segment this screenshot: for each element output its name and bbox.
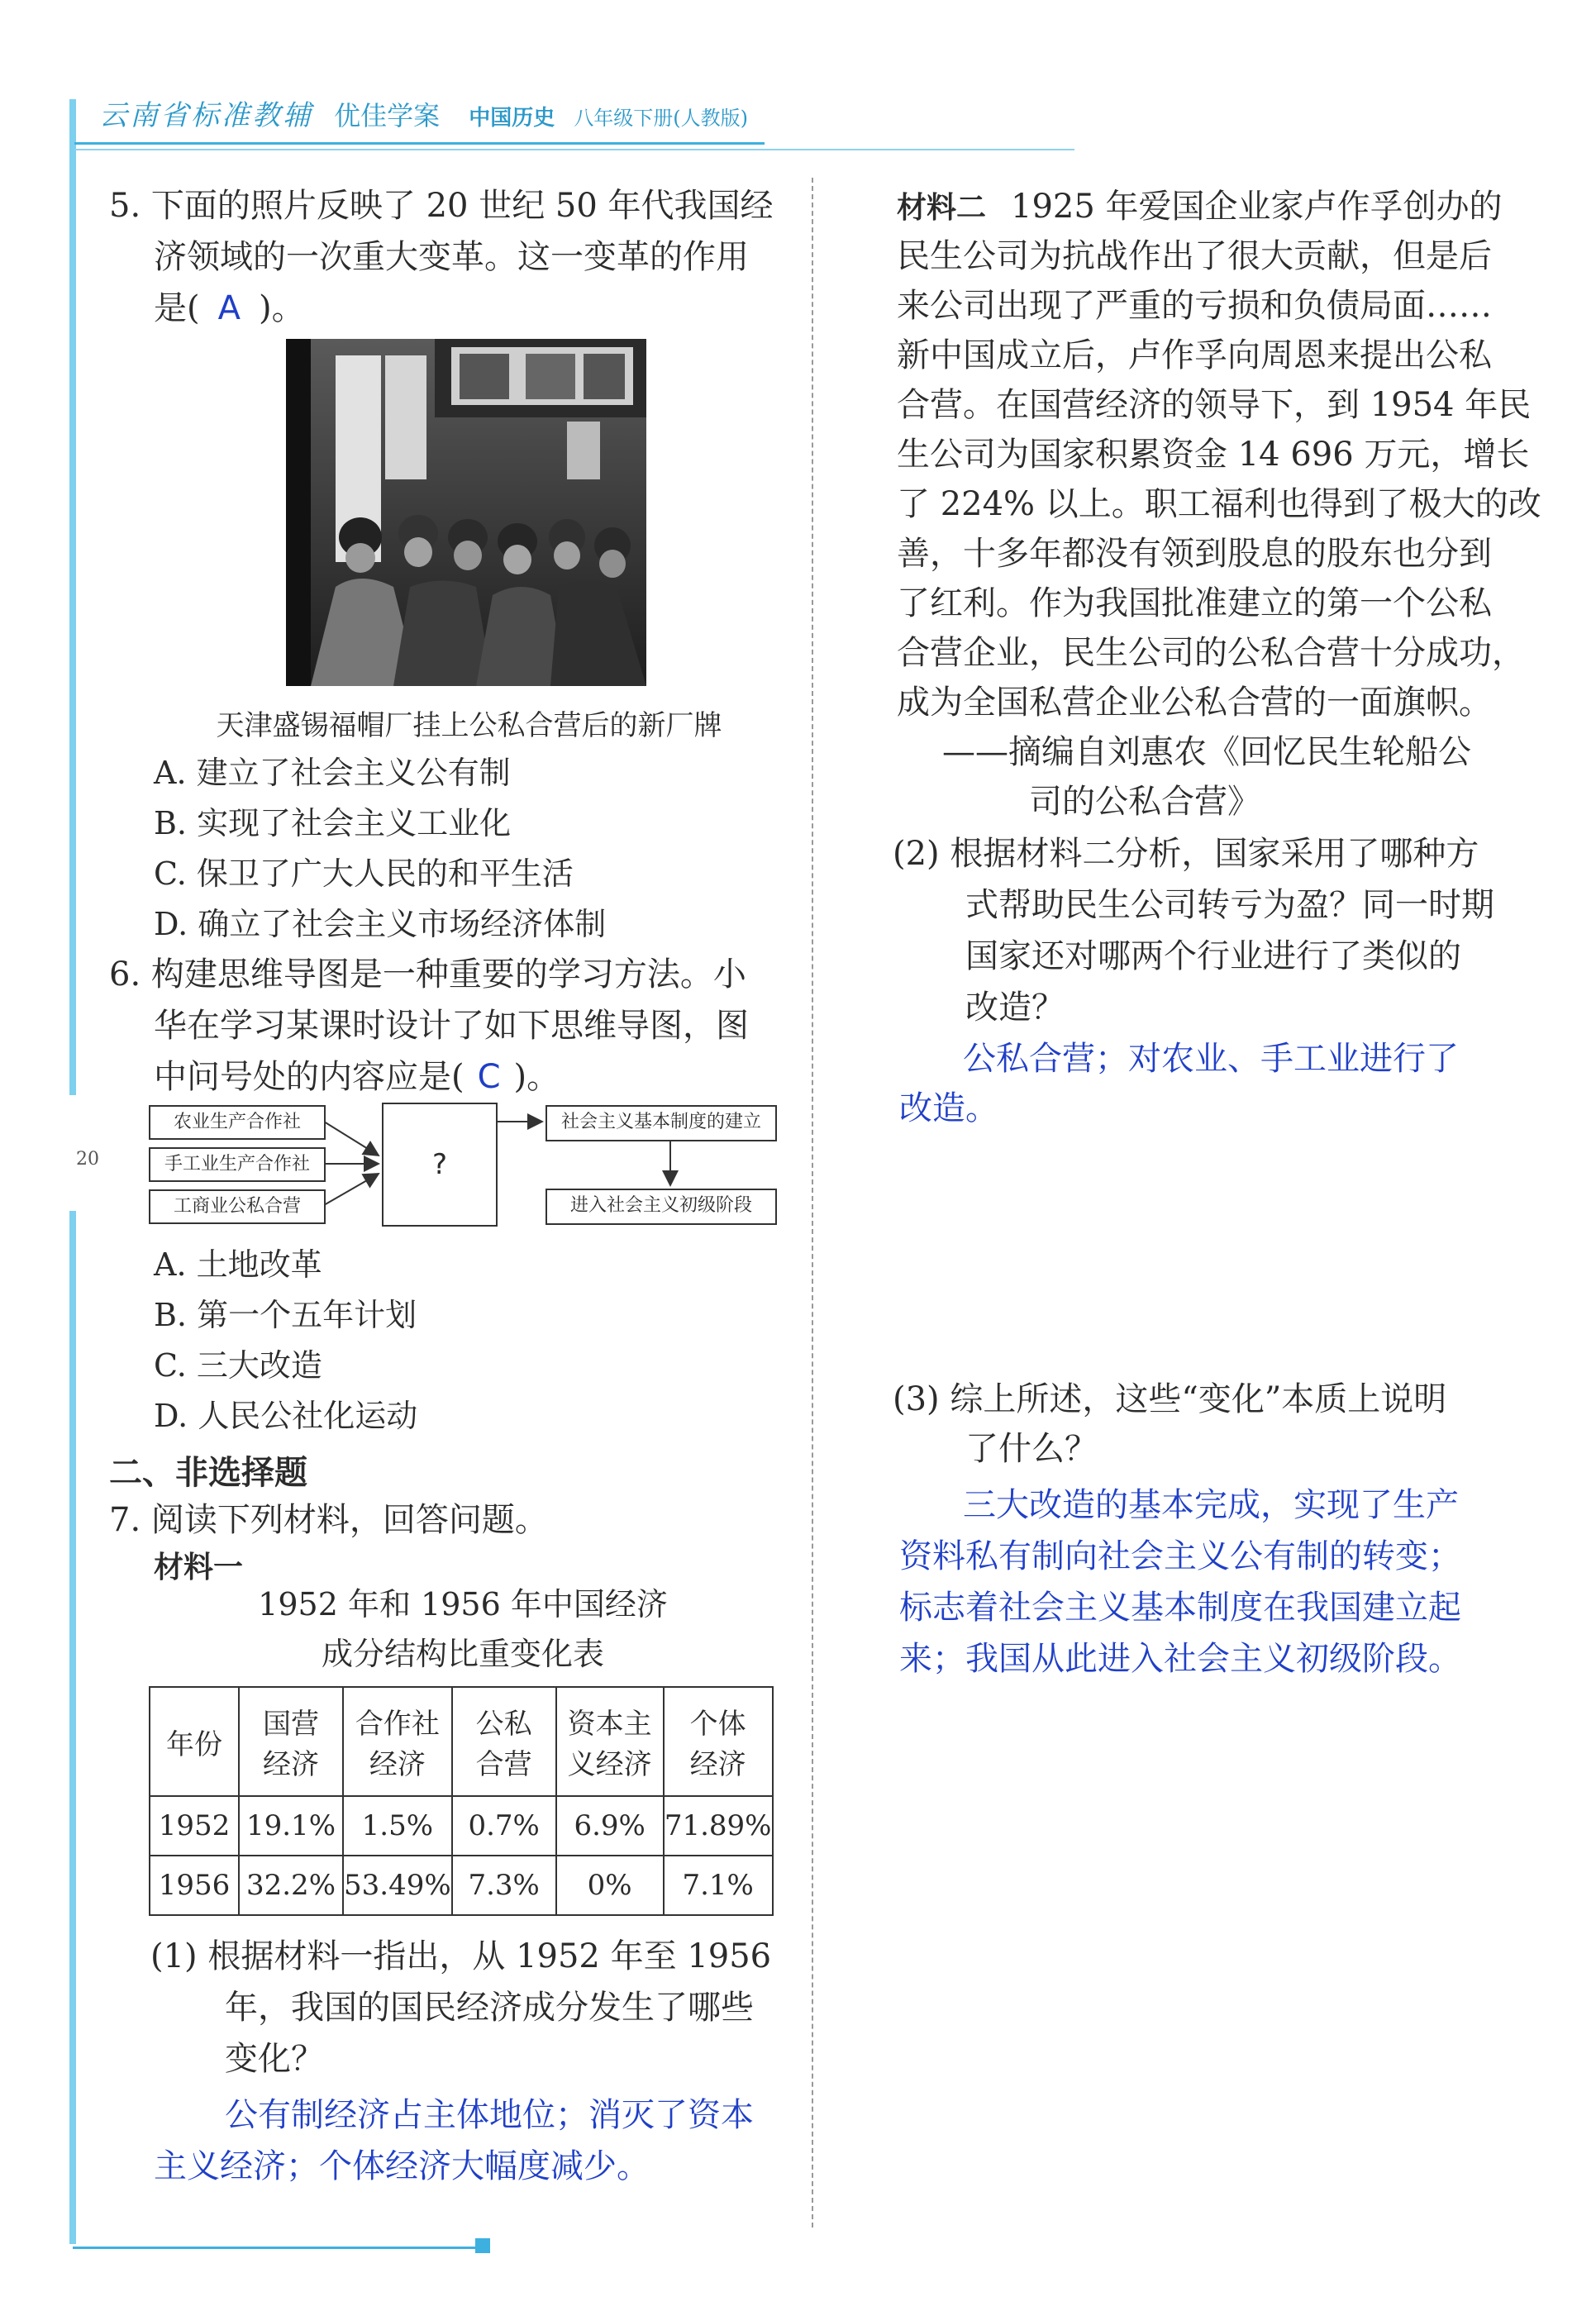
table-cell: 32.2% — [239, 1856, 343, 1915]
q5-option-c: C. 保卫了广大人民的和平生活 — [154, 855, 574, 892]
page-number: 20 — [76, 1149, 99, 1170]
th-joint: 公私 合营 — [452, 1687, 556, 1796]
material2-text: 1925 年爱国企业家卢作孚创办的 — [1011, 188, 1503, 226]
photo-caption: 天津盛锡福帽厂挂上公私合营后的新厂牌 — [216, 709, 722, 742]
q5-stem-post: )。 — [258, 289, 305, 327]
table-row — [150, 1796, 773, 1856]
table-title-line2: 成分结构比重变化表 — [321, 1636, 604, 1672]
table-cell: 71.89% — [664, 1796, 773, 1856]
header-rule — [74, 142, 765, 145]
material2-line: 了红利。作为我国批准建立的第一个公私 — [897, 584, 1492, 622]
book-title: 优佳学案 — [334, 100, 441, 131]
material2-line: 了 224% 以上。职工福利也得到了极大的改 — [897, 485, 1541, 523]
margin-bar — [69, 99, 76, 1124]
sub2-answer-line2: 改造。 — [899, 1089, 998, 1127]
footer-rule — [73, 2247, 482, 2249]
sub1-line2: 年，我国的国民经济成分发生了哪些 — [225, 1989, 754, 2027]
sub1-answer-line1: 公有制经济占主体地位；消灭了资本 — [225, 2096, 754, 2134]
material2-line: 生公司为国家积累资金 14 696 万元，增长 — [897, 436, 1530, 474]
table-cell: 7.1% — [664, 1856, 773, 1915]
grade-label: 八年级下册(人教版) — [574, 107, 749, 130]
q6-stem-line3 — [154, 1051, 560, 1103]
mindmap-box-system: 社会主义基本制度的建立 — [545, 1105, 777, 1141]
material1-label: 材料一 — [154, 1551, 244, 1584]
material2-line: 新中国成立后，卢作孚向周恩来提出公私 — [897, 336, 1492, 374]
th-coop: 合作社 经济 — [343, 1687, 452, 1796]
table-cell: 0% — [556, 1856, 664, 1915]
q6-option-b: B. 第一个五年计划 — [154, 1297, 417, 1333]
material2-line: 民生公司为抗战作出了很大贡献，但是后 — [897, 237, 1492, 275]
q6-option-a: A. 土地改革 — [154, 1246, 322, 1283]
q6-stem-line2: 华在学习某课时设计了如下思维导图，图 — [154, 1007, 749, 1045]
sub1-answer-line2: 主义经济；个体经济大幅度减少。 — [154, 2147, 650, 2185]
material2-line: 合营企业，民生公司的公私合营十分成功， — [897, 634, 1525, 672]
economy-table — [149, 1686, 774, 1916]
q5-option-a: A. 建立了社会主义公有制 — [154, 755, 511, 791]
material2-line: 善，十多年都没有领到股息的股东也分到 — [897, 535, 1492, 573]
sub2-line2: 式帮助民生公司转亏为盈？同一时期 — [965, 886, 1494, 924]
table-cell: 1.5% — [343, 1796, 452, 1856]
table-row — [150, 1856, 773, 1915]
header-rule — [74, 149, 1074, 150]
sub2-line1: (2) 根据材料二分析，国家采用了哪种方 — [893, 835, 1479, 873]
table-cell: 0.7% — [452, 1796, 556, 1856]
subject-title: 中国历史 — [469, 106, 555, 131]
sub2-line4: 改造？ — [965, 989, 1065, 1027]
q5-stem-line1: 5. 下面的照片反映了 20 世纪 50 年代我国经 — [109, 187, 774, 225]
q6-stem-line1: 6. 构建思维导图是一种重要的学习方法。小 — [109, 955, 746, 993]
q5-option-d: D. 确立了社会主义市场经济体制 — [154, 906, 607, 942]
table-cell: 6.9% — [556, 1796, 664, 1856]
series-title: 云南省标准教辅 — [99, 99, 313, 132]
th-year: 年份 — [150, 1687, 239, 1796]
historical-photo — [286, 339, 646, 686]
material2-line1 — [897, 182, 1503, 233]
sub2-line3: 国家还对哪两个行业进行了类似的 — [965, 937, 1461, 975]
mindmap-box-agriculture: 农业生产合作社 — [149, 1105, 326, 1140]
sub3-answer-line3: 标志着社会主义基本制度在我国建立起 — [899, 1589, 1461, 1627]
table-header-row — [150, 1687, 773, 1796]
table-cell: 19.1% — [239, 1796, 343, 1856]
material2-line: 来公司出现了严重的亏损和负债局面…… — [897, 287, 1492, 325]
sub2-answer-line1: 公私合营；对农业、手工业进行了 — [963, 1040, 1459, 1078]
q5-stem-line3 — [154, 283, 305, 334]
sub3-answer-line4: 来；我国从此进入社会主义初级阶段。 — [899, 1640, 1461, 1678]
q5-option-b: B. 实现了社会主义工业化 — [154, 805, 512, 841]
material2-label: 材料二 — [897, 191, 987, 225]
q6-stem-post: )。 — [513, 1058, 560, 1096]
q7-stem: 7. 阅读下列材料，回答问题。 — [109, 1501, 548, 1539]
mindmap-box-stage: 进入社会主义初级阶段 — [545, 1189, 777, 1225]
sub3-line2: 了什么？ — [965, 1430, 1098, 1468]
page-header — [99, 93, 748, 142]
material2-source-line2: 司的公私合营》 — [1029, 783, 1260, 821]
sub3-answer-line2: 资料私有制向社会主义公有制的转变； — [899, 1537, 1461, 1575]
mind-map — [149, 1099, 777, 1232]
column-divider — [812, 178, 813, 2228]
table-title-line1: 1952 年和 1956 年中国经济 — [258, 1586, 668, 1622]
th-state: 国营 经济 — [239, 1687, 343, 1796]
margin-bar — [69, 1198, 76, 2244]
table-cell: 7.3% — [452, 1856, 556, 1915]
q6-answer: C — [477, 1058, 501, 1096]
sub1-line3: 变化？ — [225, 2040, 324, 2078]
q5-stem-line2: 济领域的一次重大变革。这一变革的作用 — [154, 238, 749, 276]
q6-option-c: C. 三大改造 — [154, 1347, 322, 1384]
q6-stem-pre: 中问号处的内容应是( — [154, 1058, 465, 1096]
footer-marker — [475, 2238, 490, 2253]
q5-answer: A — [217, 289, 241, 327]
q6-option-d: D. 人民公社化运动 — [154, 1398, 418, 1434]
q5-stem-pre: 是( — [154, 289, 200, 327]
table-cell: 53.49% — [343, 1856, 452, 1915]
sub1-line1: (1) 根据材料一指出，从 1952 年至 1956 — [150, 1937, 772, 1975]
th-capitalist: 资本主 义经济 — [556, 1687, 664, 1796]
mindmap-box-commerce: 工商业公私合营 — [149, 1189, 326, 1224]
mindmap-box-handicraft: 手工业生产合作社 — [149, 1147, 326, 1182]
sub3-line1: (3) 综上所述，这些“变化”本质上说明 — [893, 1380, 1447, 1418]
table-cell: 1956 — [150, 1856, 239, 1915]
material2-line: 合营。在国营经济的领导下，到 1954 年民 — [897, 386, 1532, 424]
material2-line: 成为全国私营企业公私合营的一面旗帜。 — [897, 684, 1492, 722]
sub3-answer-line1: 三大改造的基本完成，实现了生产 — [963, 1486, 1459, 1524]
th-individual: 个体 经济 — [664, 1687, 773, 1796]
material2-source-line1: ——摘编自刘惠农《回忆民生轮船公 — [942, 733, 1471, 771]
table-cell: 1952 — [150, 1796, 239, 1856]
mindmap-question-box: ? — [382, 1103, 498, 1227]
section-title: 二、非选择题 — [109, 1454, 307, 1492]
